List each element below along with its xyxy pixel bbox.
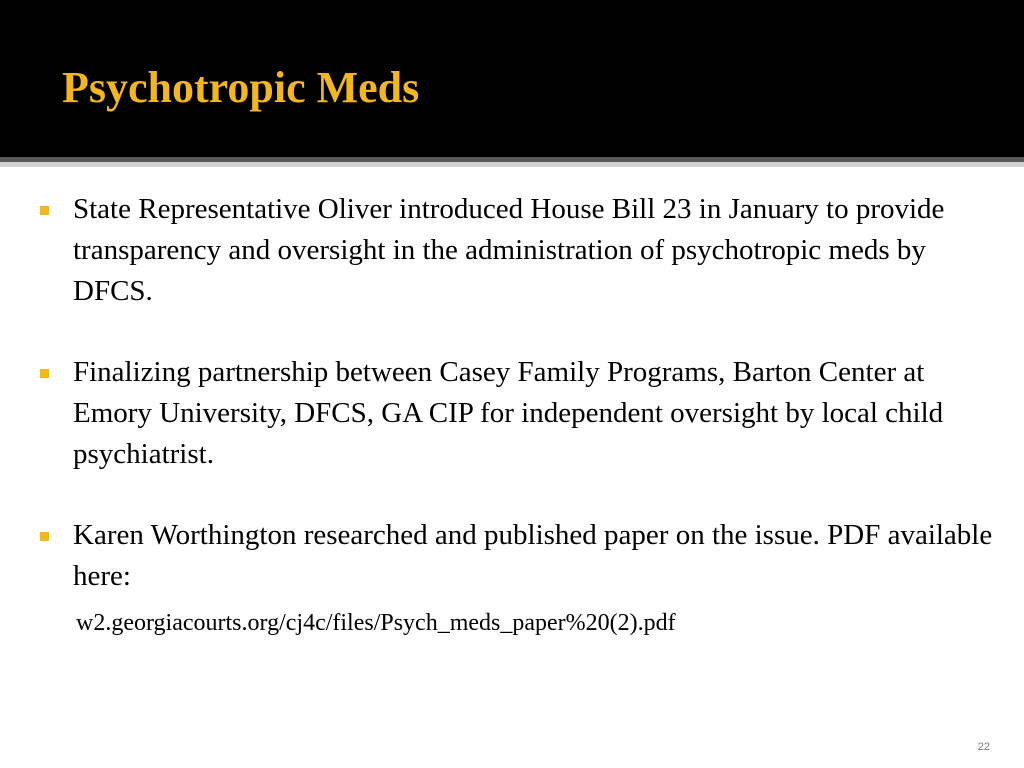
square-bullet-icon <box>40 532 49 541</box>
bullet-item-partnership <box>40 352 1000 475</box>
page-number: 22 <box>977 741 990 753</box>
bullet-list <box>40 189 1000 597</box>
square-bullet-icon <box>40 206 49 215</box>
title-bar <box>0 0 1024 157</box>
bullet-item-house-bill <box>40 189 1000 312</box>
bullet-text: Karen Worthington researched and published paper on the issue. PDF available here: <box>73 519 993 592</box>
bullet-text: Finalizing partnership between Casey Family Programs, Barton Center at Emory University, DFCS, GA CIP for independent oversight by local child psychiatrist. <box>73 356 944 470</box>
bullet-item-paper <box>40 515 1000 597</box>
square-bullet-icon <box>40 369 49 378</box>
pdf-link[interactable]: w2.georgiacourts.org/cj4c/files/Psych_meds_paper%20(2).pdf <box>76 610 676 636</box>
header-divider-light <box>0 162 1024 167</box>
bullet-text: State Representative Oliver introduced House Bill 23 in January to provide transparency and oversight in the administration of psychotropic meds by DFCS. <box>73 193 945 307</box>
slide-title: Psychotropic Meds <box>62 63 420 112</box>
